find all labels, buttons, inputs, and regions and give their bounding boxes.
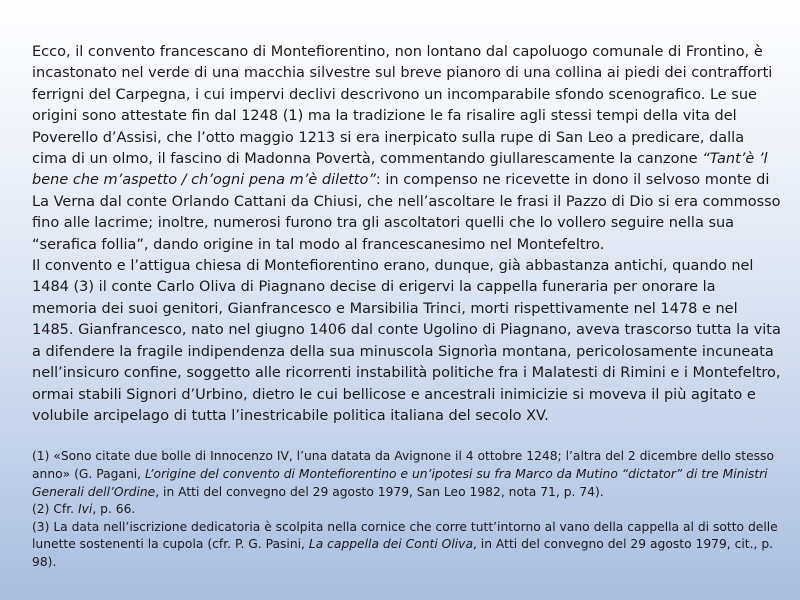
footnote-3-text-a: (3) La data nell’iscrizione dedicatoria è scolpita nella cornice che corre tutt’intorno al vano della cappella al di sotto delle lunette sostenenti la cupola (cfr. P. G. Pasini,: [32, 519, 778, 552]
main-text: [32, 42, 782, 427]
footnote-3-title: La cappella dei Conti Oliva: [308, 537, 473, 552]
footnote-2: [32, 501, 782, 519]
footnote-3: [32, 519, 782, 572]
footnotes: [32, 448, 782, 571]
song-quote: “Tant’è ’l bene che m’aspetto / ch’ogni pena m’è diletto”: [32, 151, 768, 189]
footnote-3-text-b: , in Atti del convegno del 29 agosto 1979, cit., p. 98).: [32, 537, 774, 569]
footnote-1: [32, 448, 782, 501]
footnote-2-ivi: Ivi: [78, 502, 93, 517]
paragraph-1-text-a: Ecco, il convento francescano di Montefiorentino, non lontano dal capoluogo comunale di Frontino, è incastonato nel verde di una macchia silvestre sul breve pianoro di una collina ai piedi dei contrafforti ferrigni del Carpegna, i cui impervi declivi descrivono un incomparabile sfondo scenografico. Le sue origini sono attestate fin dal 1248 (1) ma la tradizione le fa risalire agli stessi tempi della vita del Poverello d’Assisi, che l’otto maggio 1213 si era inerpicato sulla rupe di San Leo a predicare, dalla cima di un olmo, il fascino di Madonna Povertà, commentando giullarescamente la canzone: [32, 44, 773, 168]
paragraph-1-text-b: : in compenso ne ricevette in dono il selvoso monte di La Verna dal conte Orlando Cattani da Chiusi, che nell’ascoltare le frasi il Pazzo di Dio si era commosso fino alle lacrime; inoltre, numerosi furono tra gli ascoltatori quelli che lo vollero seguire nella sua “serafica follia”, dando origine in tal modo al francescanesimo nel Montefeltro.: [32, 172, 781, 253]
paragraph-1: [32, 42, 782, 256]
footnote-2-text-a: (2) Cfr.: [32, 502, 78, 517]
footnote-1-text-a: (1) «Sono citate due bolle di Innocenzo IV, l’una datata da Avignone il 4 ottobre 1248; l’altra del 2 dicembre dello stesso anno» (G. Pagani,: [32, 449, 774, 481]
footnote-1-title: L’origine del convento di Montefiorentino e un’ipotesi su fra Marco da Mutino “dictator” di tre Ministri Generali dell’Ordine: [32, 466, 768, 499]
slide-content: [32, 42, 782, 571]
footnote-2-text-b: , p. 66.: [92, 502, 136, 517]
footnote-1-text-b: , in Atti del convegno del 29 agosto 1979, San Leo 1982, nota 71, p. 74).: [155, 484, 604, 499]
paragraph-2: Il convento e l’attigua chiesa di Montefiorentino erano, dunque, già abbastanza antichi, quando nel 1484 (3) il conte Carlo Oliva di Piagnano decise di erigervi la cappella funeraria per onorare la memoria dei suoi genitori, Gianfrancesco e Marsibilia Trinci, morti rispettivamente nel 1478 e nel 1485. Gianfrancesco, nato nel giugno 1406 dal conte Ugolino di Piagnano, aveva trascorso tutta la vita a difendere la fragile indipendenza della sua minuscola Signorìa montana, pericolosamente incuneata nell’insicuro confine, soggetto alle ricorrenti instabilità politiche fra i Malatesti di Rimini e i Montefeltro, ormai stabili Signori d’Urbino, dietro le cui bellicose e ancestrali inimicizie si moveva il più agitato e volubile arcipelago di tutta l’inestricabile politica italiana del secolo XV.: [32, 258, 781, 424]
